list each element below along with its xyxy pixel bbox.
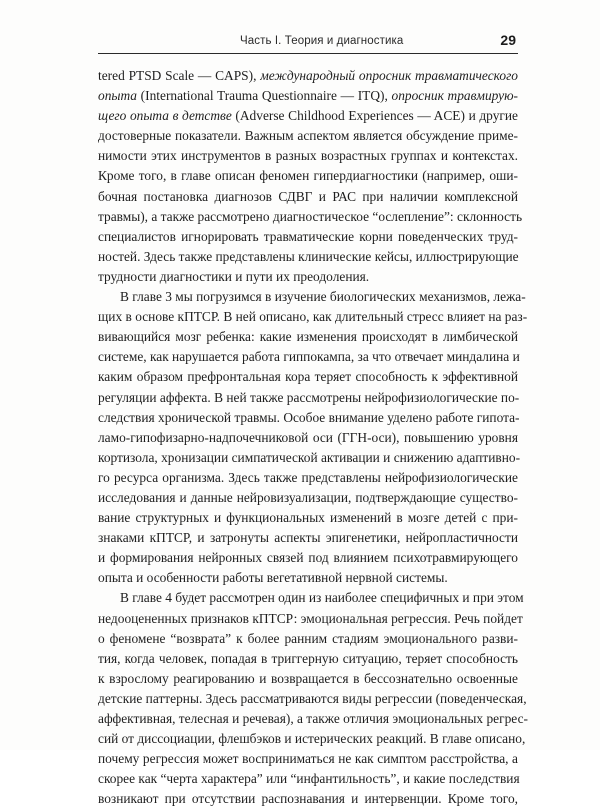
text-line [98, 729, 526, 749]
text-line [98, 347, 518, 367]
text-run: трудности диагностики и пути их преодоления. [98, 268, 370, 284]
text-line [98, 428, 518, 448]
text-line [98, 267, 518, 287]
text-run: системе, как нарушается работа гиппокампа, за что отвечает миндалина и [98, 349, 520, 365]
text-run: кортизола, хронизации симпатической активации и снижению адаптивно- [98, 449, 521, 465]
text-line [98, 609, 523, 629]
text-line [98, 126, 518, 146]
text-run: В главе 4 будет рассмотрен один из наиболее специфичных и при этом [120, 590, 524, 606]
text-line [98, 448, 521, 468]
text-run: Кроме того, в главе описан феномен гипердиагностики (например, оши- [98, 168, 518, 184]
text-run: следствия хронической травмы. Особое внимание уделено работе гипота- [98, 409, 520, 425]
running-header [98, 33, 518, 54]
text-line [98, 66, 518, 86]
text-line [98, 408, 518, 428]
text-run: ностей. Здесь также представлены клинические кейсы, иллюстрирующие [98, 248, 519, 264]
paragraph [98, 66, 523, 287]
text-line [98, 709, 528, 729]
text-run: го ресурса организма. Здесь также представлены нейрофизиологические [98, 469, 518, 485]
text-line [98, 488, 518, 508]
running-title: Часть I. Теория и диагностика [240, 35, 404, 47]
text-line [98, 649, 518, 669]
text-run: знаками кПТСР, и затронуты аспекты эпигенетики, нейропластичности [98, 530, 518, 546]
text-run: нимости этих инструментов в разных возрастных группах и контекстах. [98, 148, 518, 164]
text-run: вание структурных и функциональных изменений в мозге детей с при- [98, 510, 518, 526]
text-line [98, 689, 527, 709]
text-run: исследования и данные нейровизуализации, подтверждающие существо- [98, 489, 518, 505]
paragraph [98, 588, 528, 809]
text-run: специалистов игнорировать травматические корни поведенческих труд- [98, 228, 518, 244]
text-run: В главе 3 мы погрузимся в изучение биологических механизмов, лежа- [120, 289, 526, 305]
text-line [98, 508, 518, 528]
text-line [98, 166, 518, 186]
text-line [98, 629, 518, 649]
text-run: аффективная, телесная и речевая), а также отличия эмоциональных регрес- [98, 711, 528, 726]
text-run: детские паттерны. Здесь рассматриваются виды регрессии (поведенческая, [98, 690, 527, 706]
text-run: о феномене “возврата” к более ранним стадиям эмоционального разви- [98, 630, 518, 646]
text-run: к взрослому реагированию и возвращается в бессознательно освоенные [98, 670, 518, 686]
paragraph [98, 287, 528, 588]
italic-run: опросник травмирую- [391, 88, 519, 104]
text-run: скорее как “черта характера” или “инфантильность”, и какие последствия [98, 771, 520, 787]
italic-run: щего опыта в детстве [98, 108, 232, 124]
italic-run: международный опросник травматического [260, 68, 519, 83]
text-run: возникают при отсутствии распознавания и интервенции. Кроме того, [98, 791, 518, 807]
text-line [98, 568, 518, 588]
text-line [98, 749, 518, 769]
text-line [98, 669, 518, 689]
text-line [98, 146, 518, 166]
text-line [98, 769, 518, 789]
text-run: травмы), а также рассмотрено диагностическое “ослепление”: склонность [98, 208, 523, 224]
text-run: почему регрессия может восприниматься не как симптом расстройства, а [98, 751, 518, 767]
text-run: ламо-гипофизарно-надпочечниковой оси (ГГН-оси), повышению уровня [98, 429, 518, 445]
text-line [98, 588, 524, 608]
text-run: (Adverse Childhood Experiences — ACE) и другие [231, 108, 518, 124]
text-line [98, 528, 518, 548]
text-line [98, 287, 526, 307]
text-run: и формирования нейронных связей под влиянием психотравмирующего [98, 550, 518, 566]
text-run: сий от диссоциации, флешбэков и истерических реакций. В главе описано, [98, 731, 526, 747]
text-line [98, 388, 518, 408]
text-line [98, 327, 518, 347]
text-line [98, 789, 518, 809]
text-run: тия, когда человек, попадая в триггерную ситуацию, теряет способность [98, 650, 518, 666]
text-run: щих в основе кПТСР. В ней описано, как длительный стресс влияет на раз- [98, 309, 528, 325]
text-line [98, 227, 518, 247]
text-line [98, 468, 518, 488]
text-run: недооцененных признаков кПТСР: эмоциональная регрессия. Речь пойдет [98, 610, 523, 626]
text-line [98, 247, 518, 267]
text-line [98, 367, 518, 387]
text-run: tered PTSD Scale — CAPS), [98, 68, 261, 83]
text-run: бочная постановка диагнозов СДВГ и РАС при наличии комплексной [98, 188, 518, 204]
text-line [98, 207, 523, 227]
body-text [98, 66, 528, 809]
text-run: достоверные показатели. Важным аспектом является обсуждение приме- [98, 128, 518, 144]
text-run: опыта и особенности работы вегетативной нервной системы. [98, 570, 448, 586]
text-line [98, 187, 518, 207]
italic-run: опыта [98, 88, 137, 104]
text-line [98, 548, 518, 568]
text-run: каким образом префронтальная кора теряет способность к эффективной [98, 369, 518, 385]
text-line [98, 106, 518, 126]
text-run: регуляции аффекта. В ней также рассмотрены нейрофизиологические по- [98, 389, 520, 405]
page-number: 29 [500, 32, 516, 48]
text-line [98, 307, 528, 327]
text-line [98, 86, 518, 106]
text-run: вивающийся мозг ребенка: какие изменения происходят в лимбической [98, 329, 518, 345]
text-run: (International Trauma Questionnaire — ITQ), [137, 88, 392, 104]
